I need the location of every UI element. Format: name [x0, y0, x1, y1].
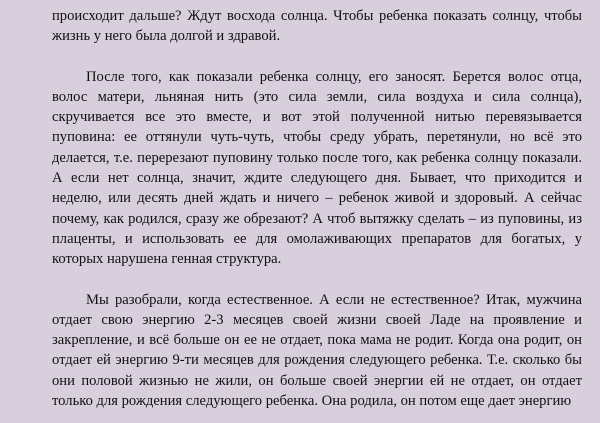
- paragraph-continuation: происходит дальше? Ждут восхода солнца. Чтобы ребенка показать солнцу, чтобы жизнь у него была долгой и здравой.: [52, 8, 582, 45]
- paragraph: Мы разобрали, когда естественное. А если не естественное? Итак, мужчина отдает свою энергию 2-3 месяцев своей жизни своей Ладе на проявление и закрепление, и всё больше он ее не отдает, пока мама не родит. Когда она родит, он отдает ей энергию 9-ти месяцев для рождения следующего ребенка. Т.е. сколько бы они половой жизнью не жили, он больше своей энергии ей не отдает, он отдает только для рождения следующего ребенка. Она родила, он потом еще дает энергию: [52, 291, 582, 410]
- page-body-text: [52, 6, 582, 411]
- paragraph-gap: [52, 47, 582, 67]
- paragraph: После того, как показали ребенка солнцу, его заносят. Берется волос отца, волос матери, льняная нить (это сила земли, сила воздуха и сила солнца), скручивается все это вместе, и вот этой полученной нитью перевязывается пуповина: ее оттянули чуть-чуть, чтобы среду убрать, перетянули, но всё это делается, т.е. перерезают пуповину только после того, как ребенка солнцу показали. А если нет солнца, значит, ждите следующего дня. Бывает, что приходится и неделю, или десять дней ждать и ничего – ребенок живой и здоровый. А сейчас почему, как родился, сразу же обрезают? А чтоб вытяжку сделать – из пуповины, из плаценты, и использовать ее для омолаживающих препаратов для богатых, у которых нарушена генная структура.: [52, 68, 582, 268]
- paragraph-gap: [52, 270, 582, 290]
- page-sidebar: [8, 0, 42, 423]
